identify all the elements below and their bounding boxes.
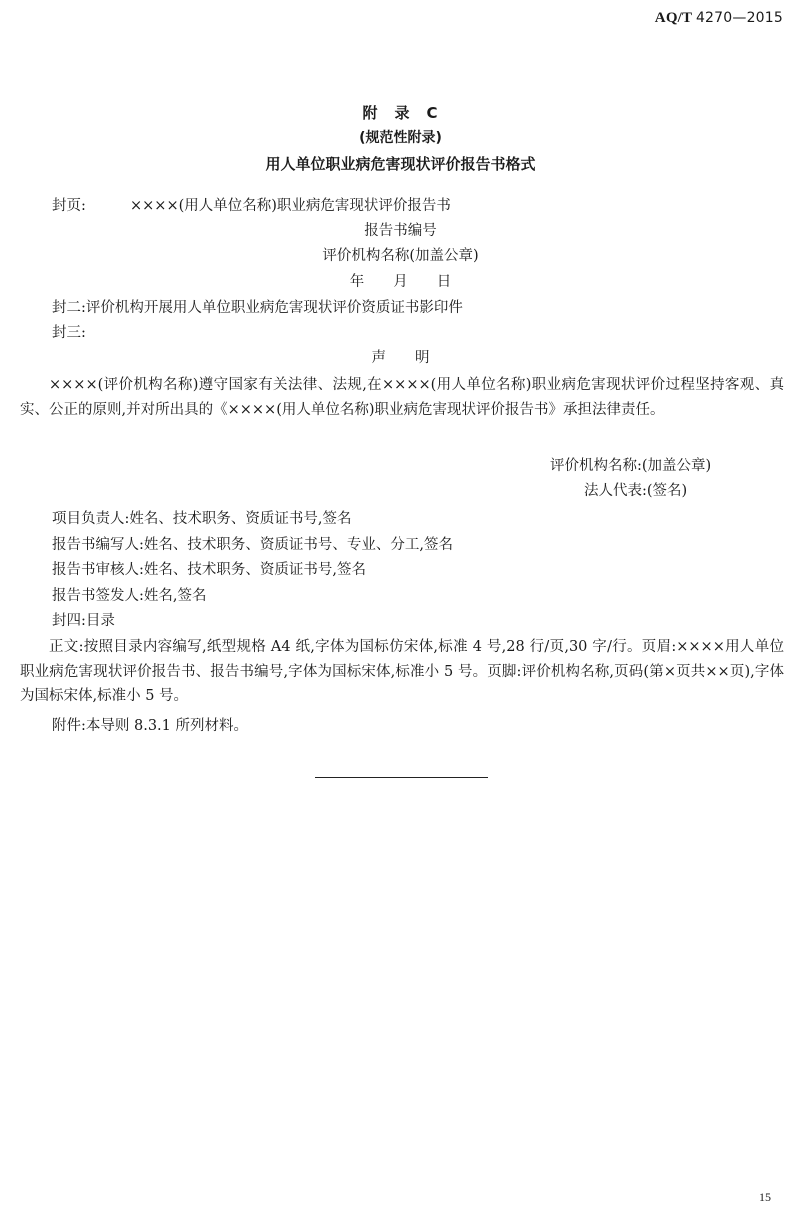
cover-org-name: 评价机构名称(加盖公章) — [322, 248, 479, 264]
appendix-type: (规范性附录) — [359, 130, 442, 146]
report-issuer-line: 报告书签发人:姓名,签名 — [52, 588, 207, 604]
cover3-label: 封三: — [52, 325, 86, 341]
page-number: 15 — [759, 1190, 771, 1204]
report-reviewer-line: 报告书审核人:姓名、技术职务、资质证书号,签名 — [52, 562, 366, 578]
org-seal-line: 评价机构名称:(加盖公章) — [550, 458, 712, 474]
cover4-text: 封四:目录 — [52, 613, 115, 629]
cover-report-number: 报告书编号 — [364, 223, 437, 239]
standard-code: AQ/T — [654, 10, 692, 26]
running-header — [655, 10, 783, 27]
appendix-title: 用人单位职业病危害现状评价报告书格式 — [265, 155, 536, 173]
standard-number: 4270—2015 — [695, 10, 783, 26]
cover-report-name: ××××(用人单位名称)职业病危害现状评价报告书 — [130, 198, 451, 214]
project-lead-line: 项目负责人:姓名、技术职务、资质证书号,签名 — [52, 511, 352, 527]
end-rule — [315, 777, 488, 778]
main-text-paragraph: 正文:按照目录内容编写,纸型规格 A4 纸,字体为国标仿宋体,标准 4 号,28 行/页,30 字/行。页眉:××××用人单位职业病危害现状评价报告书、报告书编号,字体为国标宋体,标准小 5 号。页脚:评价机构名称,页码(第×页共××页),字体为国标宋体,标准小 5 号。 — [20, 639, 784, 704]
attachment-line: 附件:本导则 8.3.1 所列材料。 — [52, 718, 248, 734]
statement-title: 声 明 — [371, 350, 430, 366]
cover-date: 年 月 日 — [349, 274, 452, 290]
appendix-heading: 附 录 C — [362, 104, 439, 122]
legal-rep-line: 法人代表:(签名) — [584, 483, 688, 499]
statement-body: ××××(评价机构名称)遵守国家有关法律、法规,在××××(用人单位名称)职业病危害现状评价过程坚持客观、真实、公正的原则,并对所出具的《××××(用人单位名称)职业病危害现状评价报告书》承担法律责任。 — [20, 377, 784, 418]
report-writer-line: 报告书编写人:姓名、技术职务、资质证书号、专业、分工,签名 — [52, 537, 453, 553]
cover-label: 封页: — [52, 198, 86, 214]
cover2-text: 封二:评价机构开展用人单位职业病危害现状评价资质证书影印件 — [52, 300, 463, 316]
